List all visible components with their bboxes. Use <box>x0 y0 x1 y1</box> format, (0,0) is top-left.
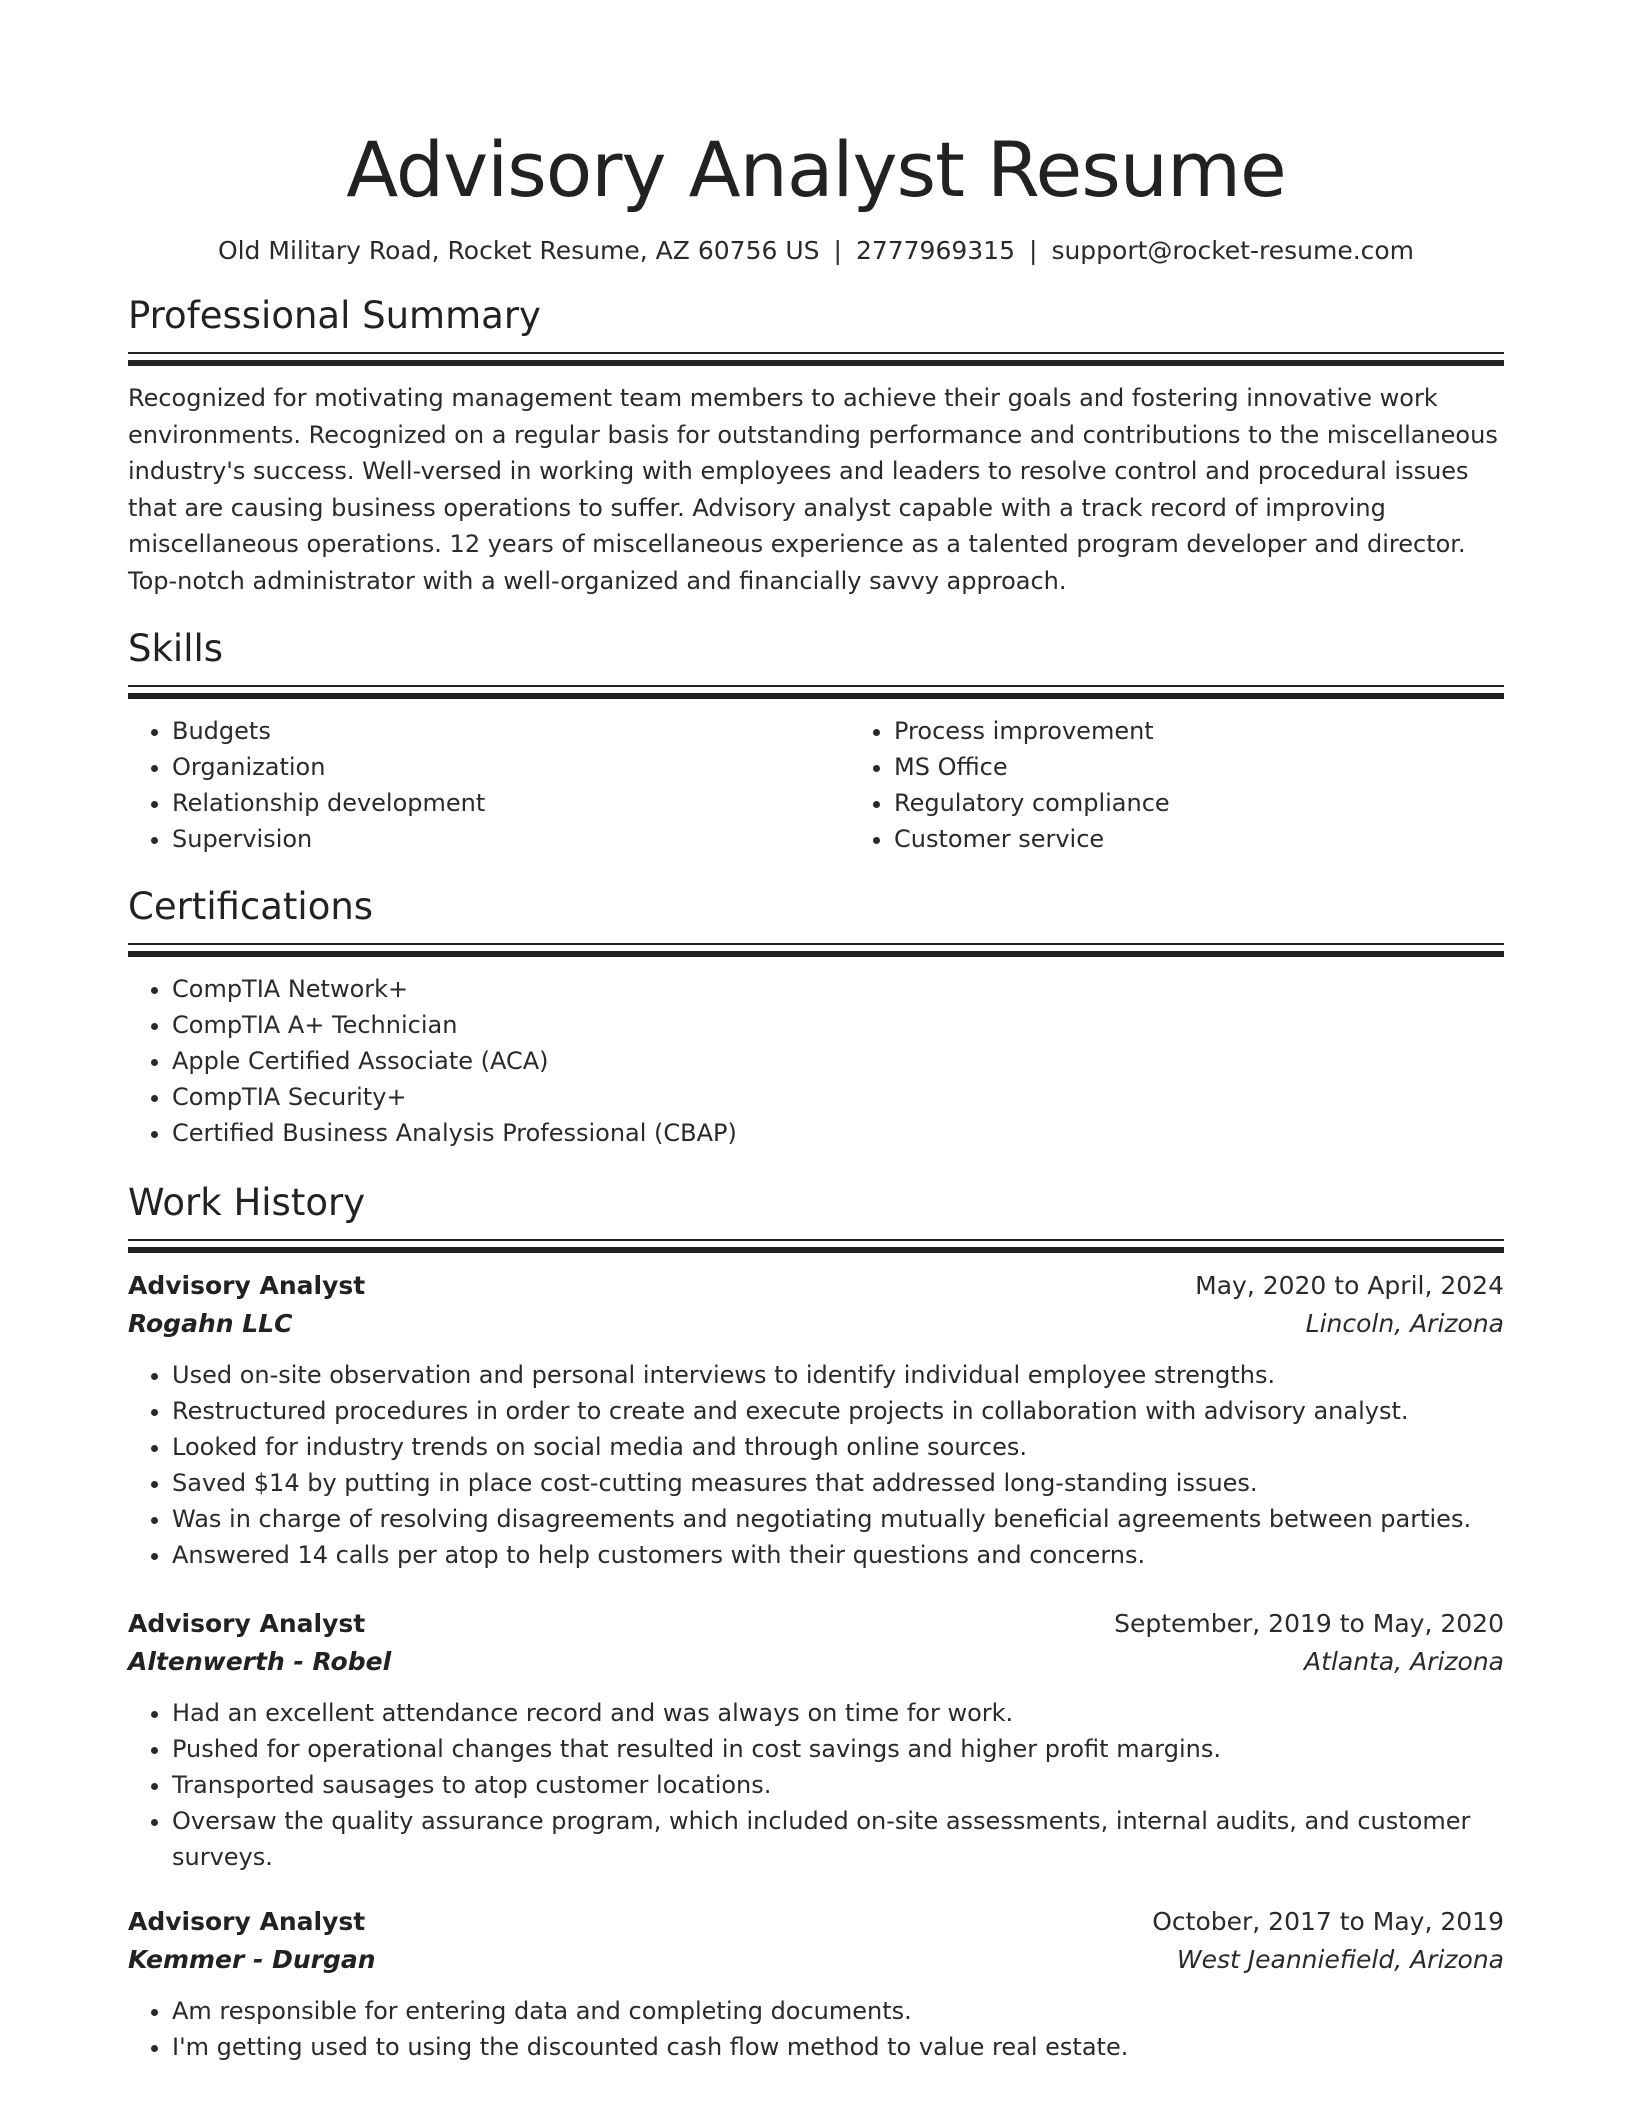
contact-line <box>128 234 1504 268</box>
certifications-list <box>128 971 1504 1151</box>
certifications-heading: Certifications <box>128 885 374 928</box>
certification-item: • Apple Certified Associate (ACA) <box>172 1043 1504 1079</box>
section-divider <box>128 943 1504 945</box>
section-divider <box>128 352 1504 354</box>
job-title: Advisory Analyst <box>128 1609 366 1638</box>
contact-phone: 2777969315 <box>855 236 1015 265</box>
job-bullets <box>128 1993 1504 2065</box>
skill-item: • Budgets <box>172 713 850 749</box>
summary-section <box>128 294 1504 599</box>
certification-item: • Certified Business Analysis Professional (CBAP) <box>172 1115 1504 1151</box>
job-bullet: • Am responsible for entering data and completing documents. <box>172 1993 1504 2029</box>
skill-item: • Customer service <box>894 821 1572 857</box>
skill-item: • MS Office <box>894 749 1572 785</box>
job-bullet: • Used on-site observation and personal interviews to identify individual employee strengths. <box>172 1357 1504 1393</box>
job-company: Altenwerth - Robel <box>128 1647 392 1676</box>
job-bullet: • Oversaw the quality assurance program, which included on-site assessments, internal audits, and customer surveys. <box>172 1803 1504 1875</box>
skill-item: • Regulatory compliance <box>894 785 1572 821</box>
resume-name: Advisory Analyst Resume <box>346 125 1286 214</box>
certification-item: • CompTIA Network+ <box>172 971 1504 1007</box>
job-location: West Jeanniefield, Arizona <box>1176 1945 1504 1974</box>
section-divider <box>128 685 1504 687</box>
job-title: Advisory Analyst <box>128 1907 366 1936</box>
section-divider <box>128 1239 1504 1241</box>
skills-list-left <box>128 713 850 857</box>
certification-item: • CompTIA A+ Technician <box>172 1007 1504 1043</box>
job-title: Advisory Analyst <box>128 1271 366 1300</box>
job-dates: May, 2020 to April, 2024 <box>1195 1271 1504 1300</box>
job-bullets <box>128 1695 1504 1875</box>
job-bullet: • Answered 14 calls per atop to help customers with their questions and concerns. <box>172 1537 1504 1573</box>
certifications-section <box>128 885 1504 1151</box>
skills-columns <box>128 713 1504 857</box>
job-bullet: • Pushed for operational changes that resulted in cost savings and higher profit margins. <box>172 1731 1504 1767</box>
skills-section <box>128 627 1504 857</box>
job-location: Lincoln, Arizona <box>1305 1309 1504 1338</box>
skill-item: • Relationship development <box>172 785 850 821</box>
job-bullet: • Had an excellent attendance record and was always on time for work. <box>172 1695 1504 1731</box>
job-header-row <box>128 1605 1504 1643</box>
job-entry <box>128 1605 1504 1875</box>
summary-heading: Professional Summary <box>128 294 541 337</box>
job-bullet: • Saved $14 by putting in place cost-cutting measures that addressed long-standing issues. <box>172 1465 1504 1501</box>
job-subheader-row <box>128 1941 1504 1979</box>
skill-item: • Process improvement <box>894 713 1572 749</box>
job-bullet: • Transported sausages to atop customer locations. <box>172 1767 1504 1803</box>
work-history-heading: Work History <box>128 1181 366 1224</box>
skills-heading: Skills <box>128 627 224 670</box>
job-company: Kemmer - Durgan <box>128 1945 376 1974</box>
section-divider-thick <box>128 951 1504 957</box>
job-bullets <box>128 1357 1504 1573</box>
skills-list-right <box>850 713 1572 857</box>
job-location: Atlanta, Arizona <box>1304 1647 1504 1676</box>
job-bullet: • Restructured procedures in order to create and execute projects in collaboration with advisory analyst. <box>172 1393 1504 1429</box>
section-divider-thick <box>128 360 1504 366</box>
job-header-row <box>128 1267 1504 1305</box>
job-entry <box>128 1267 1504 1573</box>
skill-item: • Supervision <box>172 821 850 857</box>
job-subheader-row <box>128 1305 1504 1343</box>
section-divider-thick <box>128 693 1504 699</box>
resume-page <box>128 0 1504 2065</box>
job-company: Rogahn LLC <box>128 1309 293 1338</box>
contact-address: Old Military Road, Rocket Resume, AZ 60756 US <box>217 236 820 265</box>
section-divider-thick <box>128 1247 1504 1253</box>
contact-email: support@rocket-resume.com <box>1051 236 1415 265</box>
certification-item: • CompTIA Security+ <box>172 1079 1504 1115</box>
contact-separator: | <box>1029 236 1038 265</box>
job-header-row <box>128 1903 1504 1941</box>
job-bullet: • I'm getting used to using the discounted cash flow method to value real estate. <box>172 2029 1504 2065</box>
job-subheader-row <box>128 1643 1504 1681</box>
work-history-section <box>128 1181 1504 2065</box>
job-dates: October, 2017 to May, 2019 <box>1152 1907 1504 1936</box>
skill-item: • Organization <box>172 749 850 785</box>
job-dates: September, 2019 to May, 2020 <box>1114 1609 1504 1638</box>
job-bullet: • Was in charge of resolving disagreements and negotiating mutually beneficial agreements between parties. <box>172 1501 1504 1537</box>
job-entry <box>128 1903 1504 2065</box>
contact-separator: | <box>833 236 842 265</box>
job-bullet: • Looked for industry trends on social media and through online sources. <box>172 1429 1504 1465</box>
summary-text: Recognized for motivating management team members to achieve their goals and fostering innovative work environments. Recognized on a regular basis for outstanding performance and contributions to the miscellaneous industry's success. Well-versed in working with employees and leaders to resolve control and procedural issues that are causing business operations to suffer. Advisory analyst capable with a track record of improving miscellaneous operations. 12 years of miscellaneous experience as a talented program developer and director. Top-notch administrator with a well-organized and financially savvy approach. <box>128 384 1498 595</box>
